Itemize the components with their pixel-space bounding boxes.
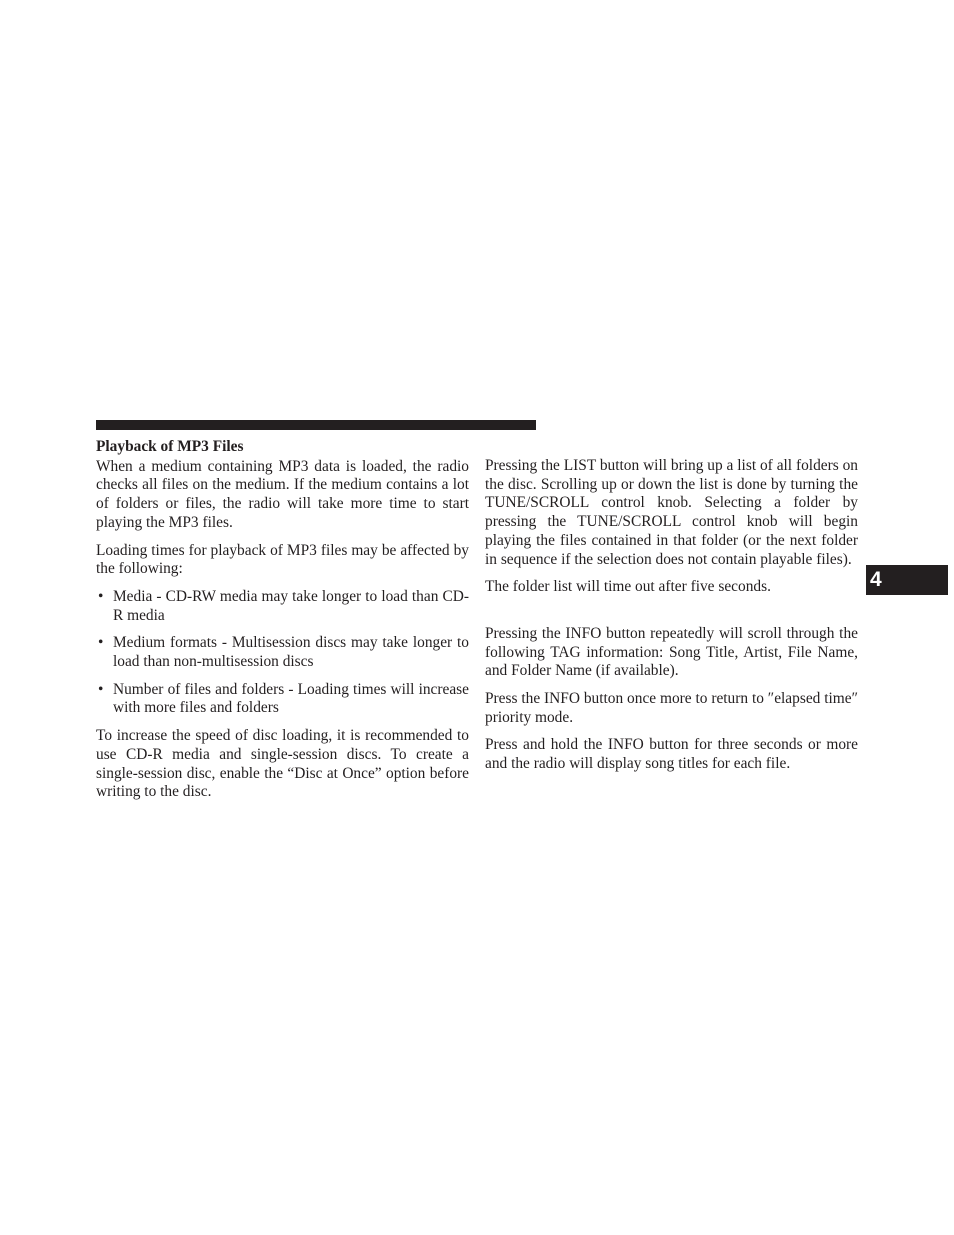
list-item-text: Media - CD-RW media may take longer to load than CD-R media (113, 587, 469, 624)
list-item-text: Medium formats - Multisession discs may take longer to load than non-multisession discs (113, 634, 469, 671)
paragraph-medium-loading: When a medium containing MP3 data is loaded, the radio checks all files on the medium. If the medium contains a lot of folders or files, the radio will take more time to start playing the MP3 files. (96, 457, 469, 531)
paragraph-disc-speed: To increase the speed of disc loading, it is recommended to use CD-R media and single-session discs. To create a single-session disc, enable the “Disc at Once” option before writing to the disc. (96, 727, 469, 801)
paragraph-info-button: Pressing the INFO button repeatedly will scroll through the following TAG information: Song Title, Artist, File Name, and Folder Name (if available). (485, 624, 858, 680)
section-heading: Playback of MP3 Files (96, 438, 244, 455)
list-item (96, 634, 469, 671)
paragraph-loading-times: Loading times for playback of MP3 files may be affected by the following: (96, 541, 469, 578)
left-column (96, 438, 469, 811)
chapter-tab: 4 (866, 565, 948, 595)
paragraph-folder-timeout: The folder list will time out after five seconds. (485, 578, 771, 596)
bullet-icon: • (98, 587, 104, 605)
paragraph-info-hold: Press and hold the INFO button for three seconds or more and the radio will display song titles for each file. (485, 736, 858, 773)
list-item (96, 681, 469, 718)
bullet-list (96, 588, 469, 718)
bullet-icon: • (98, 680, 104, 698)
paragraph-info-return: Press the INFO button once more to return to ″elapsed time″ priority mode. (485, 690, 858, 726)
section-rule (96, 420, 536, 430)
right-column (485, 457, 858, 783)
bullet-icon: • (98, 634, 104, 652)
list-item-text: Number of files and folders - Loading times will increase with more files and folders (113, 680, 469, 717)
spacer (485, 606, 858, 625)
list-item (96, 588, 469, 625)
paragraph-list-button: Pressing the LIST button will bring up a list of all folders on the disc. Scrolling up or down the list is done by turning the TUNE/SCROLL control knob. Selecting a folder by pressing the TUNE/SCROLL control knob will begin playing the files contained in that folder (or the next folder in sequence if the selection does not contain playable files). (485, 457, 858, 568)
